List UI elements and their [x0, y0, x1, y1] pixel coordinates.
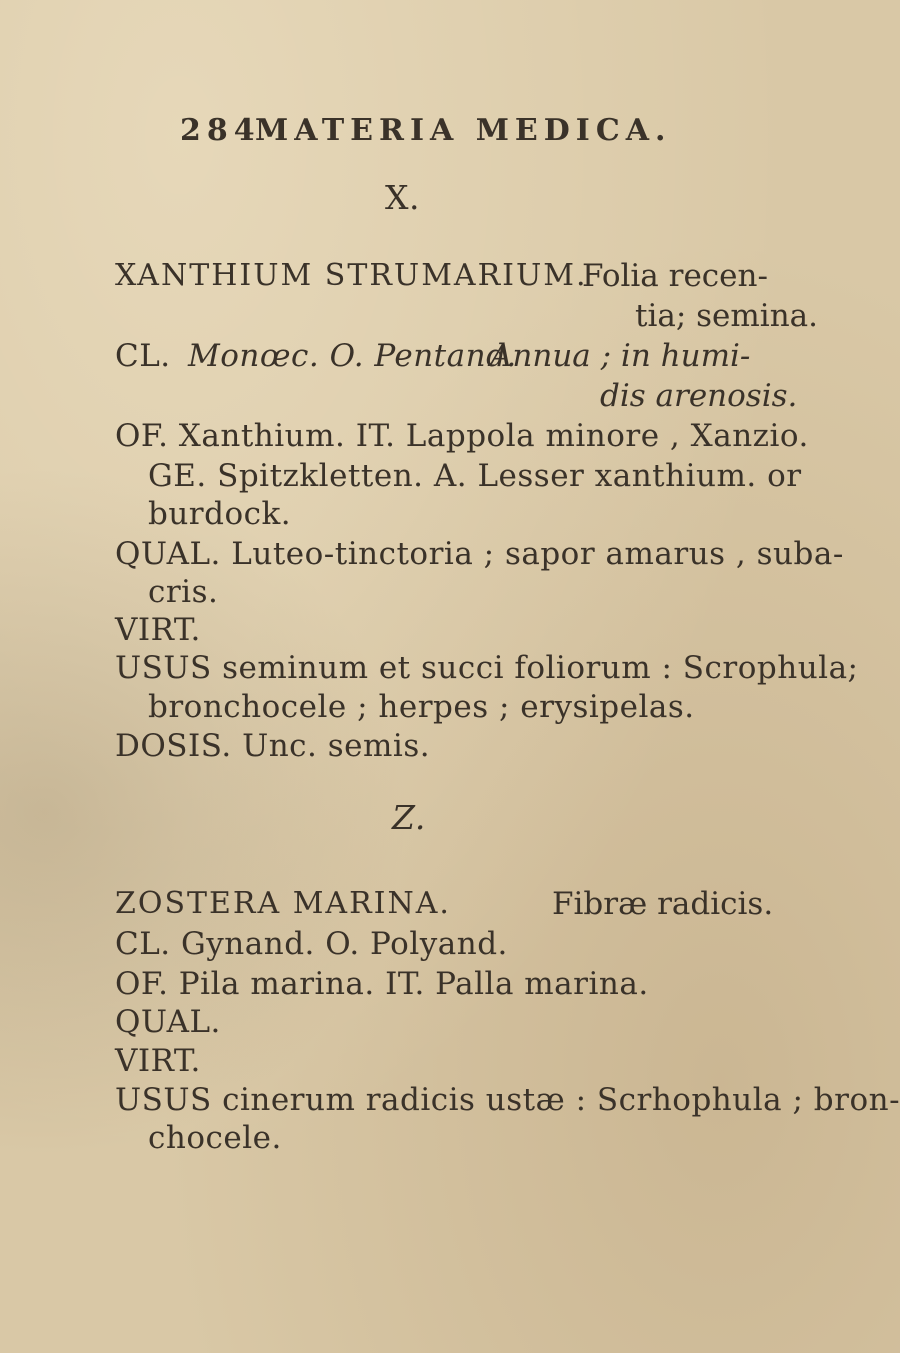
xanthium-qualities: QUAL. Luteo-tinctoria ; sapor amarus , suba- — [115, 536, 844, 572]
page-number: 284 — [180, 113, 261, 148]
zostera-qualities: QUAL. — [115, 1004, 221, 1040]
xanthium-class-label: CL. — [115, 338, 171, 374]
xanthium-part-line-1: Folia recen- — [582, 258, 768, 294]
zostera-virtues: VIRT. — [115, 1043, 201, 1079]
xanthium-dosage: DOSIS. Unc. semis. — [115, 728, 431, 764]
zostera-officinal-names: OF. Pila marina. IT. Palla marina. — [115, 966, 649, 1002]
zostera-part: Fibræ radicis. — [552, 886, 774, 922]
xanthium-class-text: Monœc. O. Pentand. — [188, 338, 517, 374]
section-letter-z: Z. — [392, 798, 426, 837]
xanthium-part-line-2: tia; semina. — [635, 298, 819, 334]
entry-name-xanthium: XANTHIUM STRUMARIUM. — [115, 258, 588, 293]
xanthium-usage-cont: bronchocele ; herpes ; erysipelas. — [148, 689, 695, 725]
zostera-class: CL. Gynand. O. Polyand. — [115, 926, 508, 962]
xanthium-german-english-names: GE. Spitzkletten. A. Lesser xanthium. or — [148, 458, 802, 494]
xanthium-officinal-names: OF. Xanthium. IT. Lappola minore , Xanzio. — [115, 418, 809, 454]
xanthium-habitat-line-1: Annua ; in humi- — [490, 338, 751, 374]
xanthium-usage: USUS seminum et succi foliorum : Scrophula; — [115, 650, 859, 686]
entry-name-zostera: ZOSTERA MARINA. — [115, 886, 451, 921]
running-title: MATERIA MEDICA. — [255, 113, 672, 148]
zostera-usage: USUS cinerum radicis ustæ : Scrhophula ; bron- — [115, 1082, 900, 1118]
xanthium-qualities-cont: cris. — [148, 574, 219, 610]
xanthium-english-name-cont: burdock. — [148, 496, 292, 532]
xanthium-habitat-line-2: dis arenosis. — [600, 378, 798, 414]
section-letter-x: X. — [385, 178, 420, 217]
xanthium-virtues: VIRT. — [115, 612, 201, 648]
zostera-usage-cont: chocele. — [148, 1120, 282, 1156]
